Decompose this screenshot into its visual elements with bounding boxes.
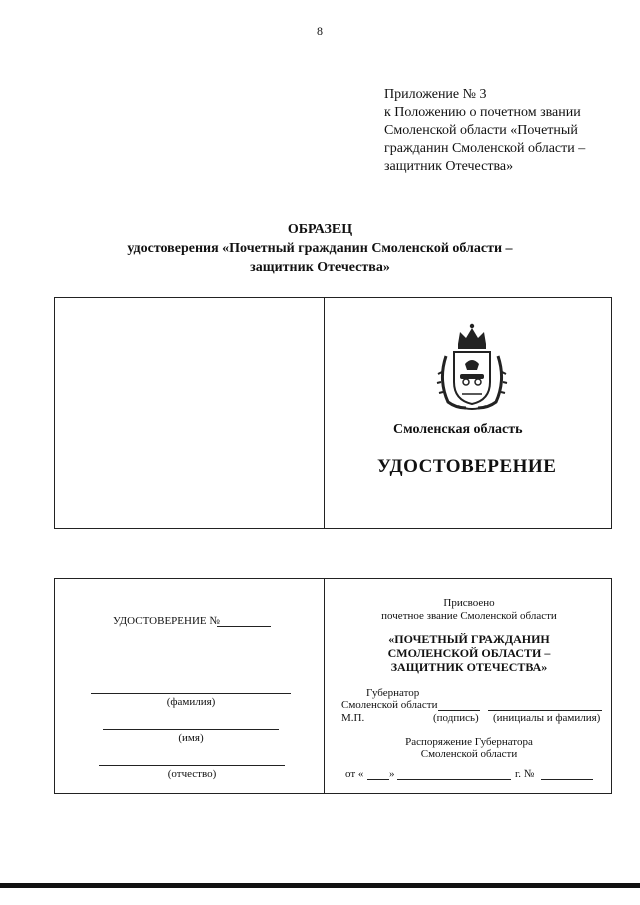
patronymic-line	[99, 765, 285, 766]
initials-caption: (инициалы и фамилия)	[493, 712, 601, 724]
certificate-number-line	[217, 626, 271, 627]
conferred-label: Присвоено	[443, 597, 495, 609]
surname-caption: (фамилия)	[166, 696, 216, 708]
title-line-2: СМОЛЕНСКОЙ ОБЛАСТИ –	[387, 646, 551, 660]
appendix-line: Приложение № 3	[384, 87, 487, 102]
certificate-number-label: УДОСТОВЕРЕНИЕ №	[113, 615, 220, 627]
signature-line	[438, 710, 480, 711]
title-line-1: «ПОЧЕТНЫЙ ГРАЖДАНИН	[388, 632, 550, 646]
first-name-line	[103, 729, 279, 730]
cover-fold-line	[324, 298, 325, 528]
appendix-line: гражданин Смоленской области –	[384, 141, 586, 156]
certificate-inner	[54, 578, 612, 794]
scan-bottom-edge	[0, 883, 640, 888]
appendix-line: защитник Отечества»	[384, 159, 514, 174]
signature-caption: (подпись)	[433, 712, 479, 724]
first-name-caption: (имя)	[178, 732, 204, 744]
region-name: Смоленская область	[393, 422, 523, 437]
governor-region: Смоленской области	[341, 699, 438, 711]
year-number-label: г. №	[515, 768, 535, 780]
sample-title: ОБРАЗЕЦ	[287, 222, 353, 237]
governor-label: Губернатор	[366, 687, 420, 699]
order-line-2: Смоленской области	[420, 748, 518, 760]
sample-subtitle-line1: удостоверения «Почетный гражданин Смоленской области –	[127, 241, 513, 256]
appendix-line: Смоленской области «Почетный	[384, 123, 578, 138]
order-line-1: Распоряжение Губернатора	[405, 736, 533, 748]
certificate-word: УДОСТОВЕРЕНИЕ	[377, 456, 557, 477]
appendix-note	[384, 86, 634, 176]
appendix-line: к Положению о почетном звании	[384, 105, 581, 120]
surname-line	[91, 693, 291, 694]
seal-place: М.П.	[341, 712, 365, 724]
date-from: от «	[345, 768, 364, 780]
order-number-line	[541, 779, 593, 780]
initials-line	[488, 710, 602, 711]
month-year-line	[397, 779, 511, 780]
page-number: 8	[317, 24, 323, 38]
title-line-3: ЗАЩИТНИК ОТЕЧЕСТВА»	[390, 660, 548, 674]
date-close-quote: »	[389, 768, 395, 780]
patronymic-caption: (отчество)	[167, 768, 217, 780]
smolensk-coat-of-arms-icon	[432, 322, 512, 412]
certificate-cover	[54, 297, 612, 529]
honorary-title-of: почетное звание Смоленской области	[381, 610, 557, 622]
sample-subtitle-line2: защитник Отечества»	[250, 260, 390, 275]
day-line	[367, 779, 389, 780]
